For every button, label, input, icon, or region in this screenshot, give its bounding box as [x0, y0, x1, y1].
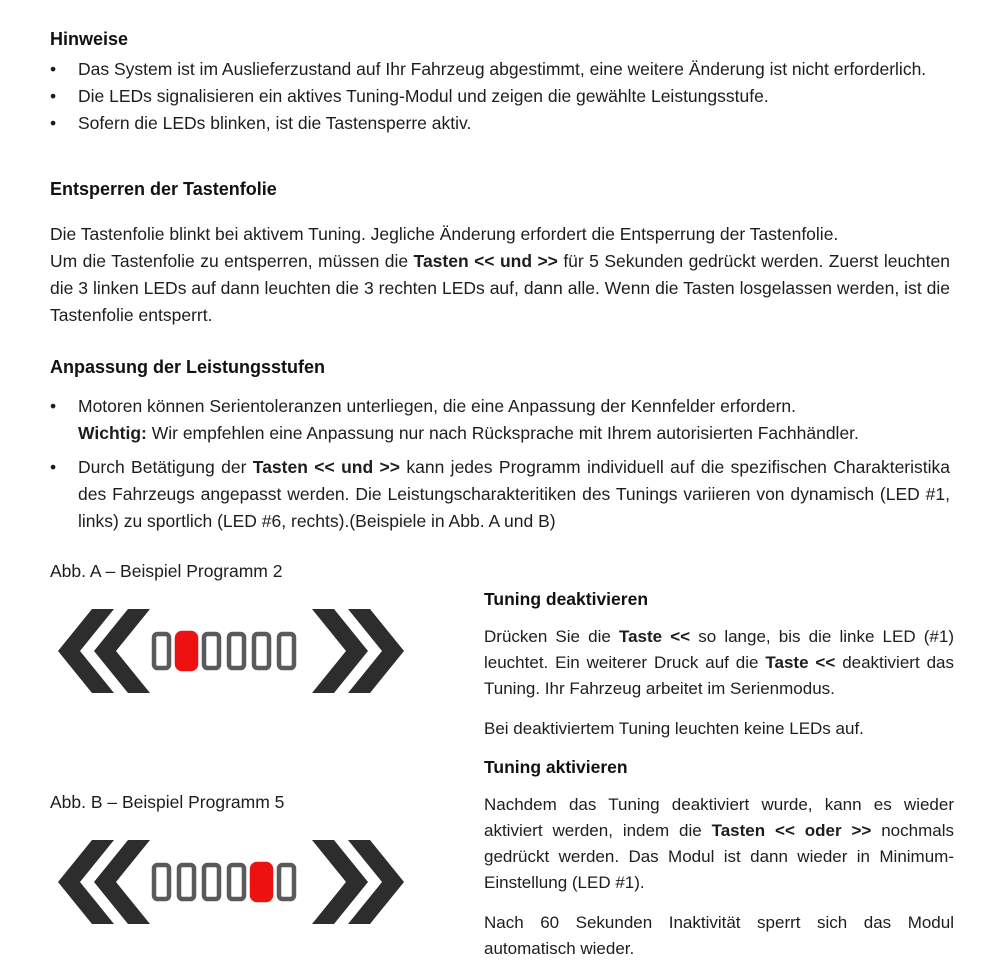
paragraph: Die Tastenfolie blinkt bei aktivem Tuning. Jegliche Änderung erfordert die Entsperrung der Tastenfolie.: [50, 224, 839, 244]
anpassung-title: Anpassung der Leistungsstufen: [50, 357, 326, 377]
paragraph: Bei deaktiviertem Tuning leuchten keine LEDs auf.: [484, 719, 864, 738]
figure-a: [50, 558, 470, 697]
section-anpassung: [50, 354, 950, 535]
led-indicator: [204, 634, 219, 668]
list-item: [50, 454, 950, 535]
bullet-icon: •: [50, 396, 57, 416]
bullet-icon: •: [50, 457, 57, 477]
bullet-text: Sofern die LEDs blinken, ist die Tastensperre aktiv.: [78, 113, 472, 133]
paragraph: Nach 60 Sekunden Inaktivität sperrt sich das Modul automatisch wieder.: [484, 913, 954, 958]
tuning-module-graphic: [56, 836, 408, 928]
paragraph: Um die Tastenfolie zu entsperren, müssen die Tasten << und >> für 5 Sekunden gedrückt werden. Zuerst leuchten die 3 linken LEDs auf dann leuchten die 3 rechten LEDs auf, dann alle. Wenn die Tasten losgelassen werden, ist die Tastenfolie entsperrt.: [50, 251, 950, 325]
figure-caption: Abb. B – Beispiel Programm 5: [50, 792, 285, 812]
tuning-module-graphic: [56, 605, 408, 697]
hinweise-title: Hinweise: [50, 29, 129, 49]
list-item: [50, 56, 950, 83]
led-indicator: [279, 865, 294, 899]
paragraph: Drücken Sie die Taste << so lange, bis die linke LED (#1) leuchtet. Ein weiterer Druck auf die Taste << deaktiviert das Tuning. Ihr Fahrzeug arbeitet im Serienmodus.: [484, 627, 954, 698]
figure-caption: Abb. A – Beispiel Programm 2: [50, 561, 283, 581]
led-indicator: [229, 634, 244, 668]
figure-b: [50, 789, 470, 928]
led-indicator: [154, 634, 169, 668]
bullet-text: Durch Betätigung der Tasten << und >> kann jedes Programm individuell auf die spezifischen Charakteristika des Fahrzeugs angepasst werden. Die Leistungscharakteritiken des Tunings variieren von dynamisch (LED #1, links) zu sportlich (LED #6, rechts).(Beispiele in Abb. A und B): [78, 457, 951, 531]
bullet-icon: •: [50, 59, 57, 79]
tuning-aktivieren-title: Tuning aktivieren: [484, 757, 628, 777]
chevron-double-right-icon: [312, 840, 404, 924]
led-strip: [154, 864, 294, 900]
list-item: [50, 110, 950, 137]
paragraph: Nachdem das Tuning deaktiviert wurde, kann es wieder aktiviert werden, indem die Tasten << oder >> nochmals gedrückt werden. Das Modul ist dann wieder in Minimum-Einstellung (LED #1).: [484, 795, 954, 892]
entsperren-title: Entsperren der Tastenfolie: [50, 179, 277, 199]
chevron-double-left-icon: [58, 840, 150, 924]
bullet-text: Das System ist im Auslieferzustand auf Ihr Fahrzeug abgestimmt, eine weitere Änderung ist nicht erforderlich.: [78, 59, 927, 79]
led-indicator: [179, 865, 194, 899]
led-indicator: [177, 633, 196, 669]
led-indicator: [252, 864, 271, 900]
chevron-double-right-icon: [312, 609, 404, 693]
led-indicator: [229, 865, 244, 899]
tuning-deaktivieren-title: Tuning deaktivieren: [484, 589, 649, 609]
list-item: [50, 83, 950, 110]
bullet-icon: •: [50, 86, 57, 106]
led-indicator: [254, 634, 269, 668]
bullet-icon: •: [50, 113, 57, 133]
list-item: [50, 393, 950, 447]
led-strip: [154, 633, 294, 669]
led-indicator: [154, 865, 169, 899]
led-indicator: [279, 634, 294, 668]
chevron-double-left-icon: [58, 609, 150, 693]
led-indicator: [204, 865, 219, 899]
right-column: [484, 586, 954, 975]
bullet-text: Motoren können Serientoleranzen unterliegen, die eine Anpassung der Kennfelder erfordern. Wichtig: Wir empfehlen eine Anpassung nur nach Rücksprache mit Ihrem autorisierten Fachhändler.: [78, 396, 859, 443]
section-hinweise: [50, 26, 950, 137]
section-entsperren: [50, 176, 950, 329]
bullet-text: Die LEDs signalisieren ein aktives Tuning-Modul und zeigen die gewählte Leistungsstufe.: [78, 86, 769, 106]
